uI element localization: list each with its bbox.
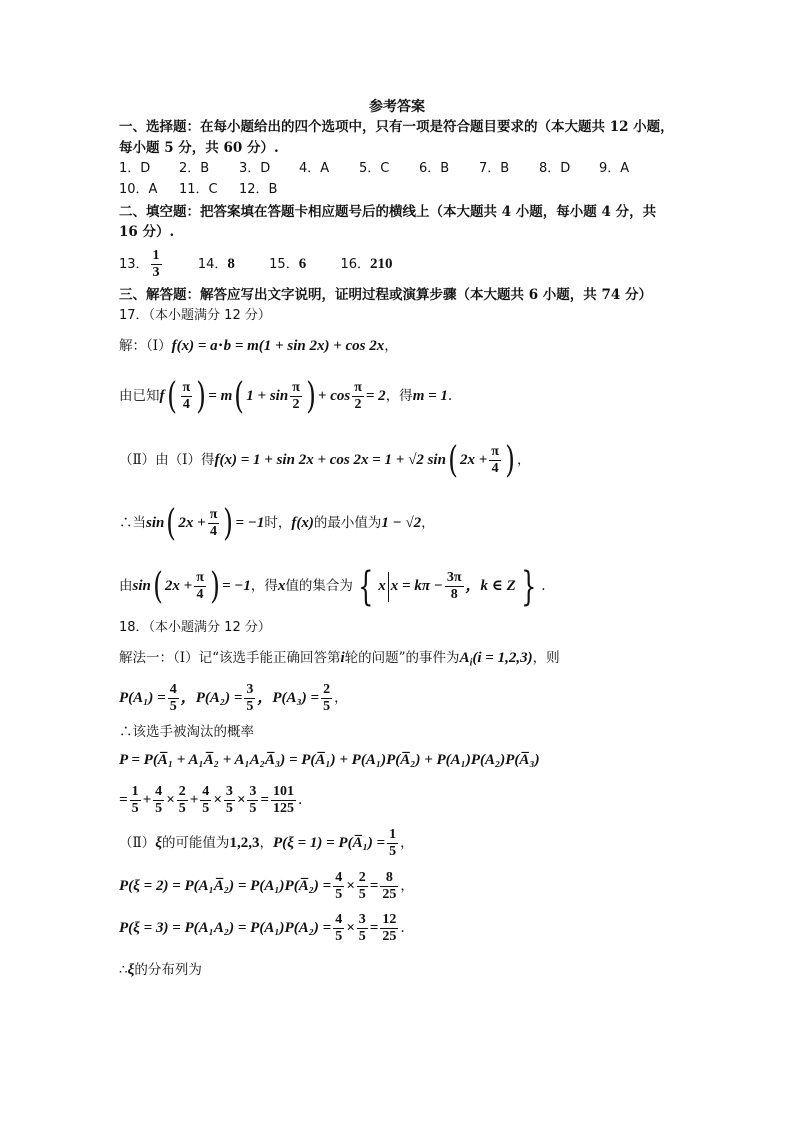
answer-8: 8．D	[539, 161, 571, 176]
q18-probabilities: P(A₁) = $\frac{4}{5}$ ，P(A₂) = $\frac{3}{5}$ ，P(A₃) = $\frac{2}{5}$ ，	[119, 682, 348, 714]
q18-line9: ∴ξ的分布列为	[119, 962, 202, 978]
section1-heading: 一、选择题：在每小题给出的四个选项中，只有一项是符合题目要求的（本大题共 12 小题，	[119, 119, 674, 135]
q18-line4: P = P(A̅₁ + A₁A̅₂ + A₁A₂A̅₃) = P(A̅₁) + P(A₁)P(A̅₂) + P(A₁)P(A₂)P(A̅₃)	[119, 752, 540, 768]
q15-label: 15．	[269, 257, 299, 272]
answer-9: 9．A	[599, 161, 630, 176]
answer-12: 12．B	[239, 182, 278, 197]
section1-heading-cont: 每小题 5 分，共 60 分）.	[119, 140, 279, 156]
answer-10: 10．A	[119, 182, 158, 197]
q17-line3: （Ⅱ）由（Ⅰ）得f(x) = 1 + sin 2x + cos 2x = 1 + √2 sin( 2x + $\frac{\pi}{4}$ ) ，	[119, 439, 531, 481]
section2-heading: 二、填空题：把答案填在答题卡相应题号后的横线上（本大题共 4 小题，每小题 4 分，共	[119, 204, 657, 220]
answer-11: 11．C	[179, 182, 218, 197]
fill-answers	[119, 244, 393, 284]
answer-4: 4．A	[299, 161, 330, 176]
q17-line1: 解：（Ⅰ）f(x) = a⋅b = m(1 + sin 2x) + cos 2x，	[119, 338, 398, 354]
q18-line6: （Ⅱ）ξ的可能值为1,2,3，P(ξ = 1) = P(A̅₁) = $\frac{1}{5}$ ，	[119, 827, 414, 859]
q18-line5: = $\frac{1}{5}$ + $\frac{4}{5}$ × $\frac{2}{5}$ + $\frac{4}{5}$ × $\frac{3}{5}$ × $\frac{3}{5}$ = $\frac{101}{125}$ .	[119, 784, 303, 816]
q14-label: 14．	[197, 257, 228, 272]
q17-line4: ∴当sin( 2x + $\frac{\pi}{4}$ ) = −1时，f(x)的最小值为1 − √2，	[119, 502, 435, 544]
section2-heading-cont: 16 分）.	[119, 224, 175, 240]
answer-2: 2．B	[179, 161, 210, 176]
q18-line3: ∴该选手被淘汰的概率	[119, 724, 254, 740]
q18-heading: 18．（本小题满分 12 分）	[119, 620, 271, 635]
answer-3: 3．D	[239, 161, 271, 176]
answer-1: 1．D	[119, 161, 151, 176]
q18-line1: 解法一：（Ⅰ）记“该选手能正确回答第i轮的问题”的事件为$A_i(i = 1,2,3)$，则	[119, 650, 560, 669]
q17-line5: 由sin( 2x + $\frac{\pi}{4}$ ) = −1，得x值的集合为 { x x = kπ − $\frac{3\pi}{8}$ ，k ∈ Z } .	[119, 563, 546, 610]
page-title: 参考答案	[369, 99, 425, 115]
q16-value: 210	[370, 256, 393, 272]
choice-answers-row1	[119, 159, 659, 179]
q14-value: 8	[227, 256, 235, 272]
section3-heading: 三、解答题：解答应写出文字说明，证明过程或演算步骤（本大题共 6 小题，共 74 分）	[119, 287, 652, 303]
answer-6: 6．B	[419, 161, 450, 176]
q13-label: 13．	[119, 257, 149, 272]
q17-line2: 由已知f( $\frac{\pi}{4}$ ) = m( 1 + sin $\frac{\pi}{2}$ ) + cos $\frac{\pi}{2}$ = 2，得m = 1.	[119, 375, 453, 417]
choice-answers-row2	[119, 180, 299, 200]
answer-5: 5．C	[359, 161, 390, 176]
q13-fraction: $\frac{1}{3}$	[152, 248, 160, 280]
q18-line8: P(ξ = 3) = P(A₁A₂) = P(A₁)P(A₂) = $\frac{4}{5}$ × $\frac{3}{5}$ = $\frac{12}{25}$ .	[119, 912, 405, 944]
q17-heading: 17．（本小题满分 12 分）	[119, 308, 271, 323]
q15-value: 6	[298, 256, 307, 272]
q18-line7: P(ξ = 2) = P(A₁A̅₂) = P(A₁)P(A̅₂) = $\frac{4}{5}$ × $\frac{2}{5}$ = $\frac{8}{25}$ ，	[119, 870, 414, 902]
answer-7: 7．B	[479, 161, 510, 176]
q16-label: 16．	[340, 257, 371, 272]
